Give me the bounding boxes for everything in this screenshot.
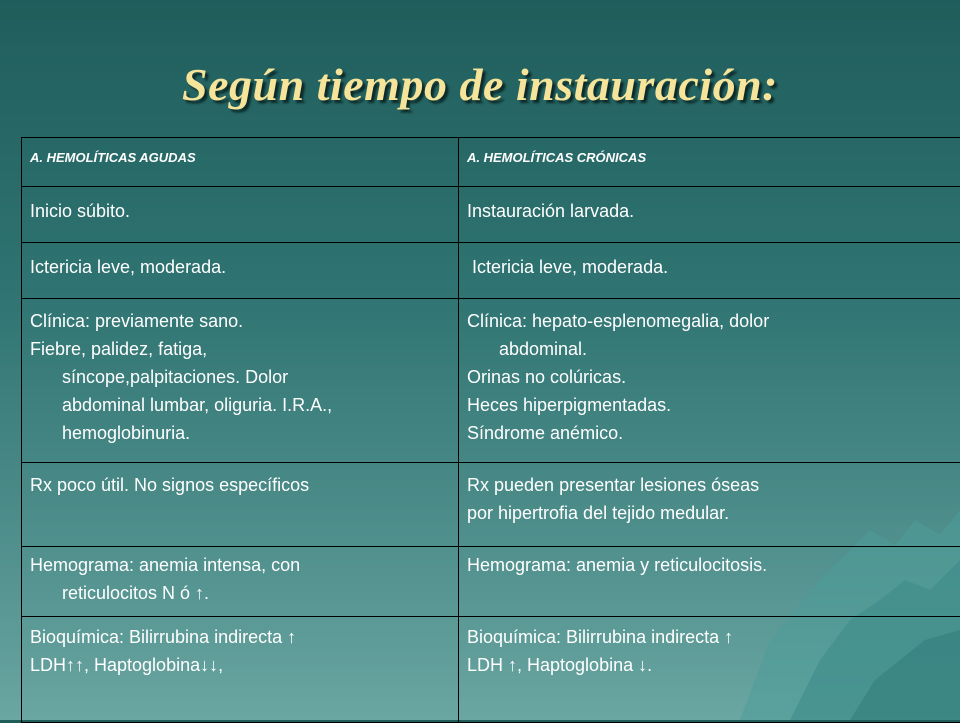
cell-text: Síndrome anémico. bbox=[467, 419, 952, 447]
table-row bbox=[22, 299, 960, 463]
cell-text: LDH↑↑, Haptoglobina↓↓, bbox=[30, 651, 450, 679]
table-header-row bbox=[22, 138, 960, 187]
cell-left bbox=[22, 463, 459, 547]
header-agudas: A. HEMOLÍTICAS AGUDAS bbox=[22, 138, 459, 187]
table-row bbox=[22, 463, 960, 547]
comparison-table bbox=[21, 137, 960, 723]
cell-text: por hipertrofia del tejido medular. bbox=[467, 499, 952, 527]
table-row bbox=[22, 243, 960, 299]
table-row bbox=[22, 617, 960, 723]
cell-left bbox=[22, 187, 459, 243]
cell-left bbox=[22, 547, 459, 617]
cell-text: Rx poco útil. No signos específicos bbox=[30, 471, 450, 499]
cell-text: abdominal lumbar, oliguria. I.R.A., bbox=[30, 391, 450, 419]
table-row bbox=[22, 547, 960, 617]
cell-text: abdominal. bbox=[467, 335, 952, 363]
cell-text: Ictericia leve, moderada. bbox=[467, 253, 952, 281]
cell-text: Rx pueden presentar lesiones óseas bbox=[467, 471, 952, 499]
cell-text: Inicio súbito. bbox=[30, 197, 450, 225]
cell-right bbox=[459, 299, 960, 463]
cell-right bbox=[459, 617, 960, 723]
cell-right bbox=[459, 463, 960, 547]
cell-text: reticulocitos N ó ↑. bbox=[30, 579, 450, 607]
cell-text: Clínica: previamente sano. bbox=[30, 307, 450, 335]
cell-text: Ictericia leve, moderada. bbox=[30, 253, 450, 281]
cell-left bbox=[22, 299, 459, 463]
comparison-table-wrapper bbox=[21, 137, 960, 723]
cell-text: Heces hiperpigmentadas. bbox=[467, 391, 952, 419]
cell-text: síncope,palpitaciones. Dolor bbox=[30, 363, 450, 391]
cell-text: Instauración larvada. bbox=[467, 197, 952, 225]
cell-text: Bioquímica: Bilirrubina indirecta ↑ bbox=[467, 623, 952, 651]
cell-right bbox=[459, 547, 960, 617]
cell-text: Fiebre, palidez, fatiga, bbox=[30, 335, 450, 363]
cell-text: LDH ↑, Haptoglobina ↓. bbox=[467, 651, 952, 679]
table-row bbox=[22, 187, 960, 243]
header-cronicas: A. HEMOLÍTICAS CRÓNICAS bbox=[459, 138, 960, 187]
cell-text: Hemograma: anemia y reticulocitosis. bbox=[467, 551, 952, 579]
cell-left bbox=[22, 243, 459, 299]
cell-text: Clínica: hepato-esplenomegalia, dolor bbox=[467, 307, 952, 335]
cell-text: Bioquímica: Bilirrubina indirecta ↑ bbox=[30, 623, 450, 651]
cell-right bbox=[459, 187, 960, 243]
cell-right bbox=[459, 243, 960, 299]
slide-title: Según tiempo de instauración: bbox=[0, 58, 960, 111]
cell-text: hemoglobinuria. bbox=[30, 419, 450, 447]
cell-left bbox=[22, 617, 459, 723]
cell-text: Hemograma: anemia intensa, con bbox=[30, 551, 450, 579]
cell-text: Orinas no colúricas. bbox=[467, 363, 952, 391]
